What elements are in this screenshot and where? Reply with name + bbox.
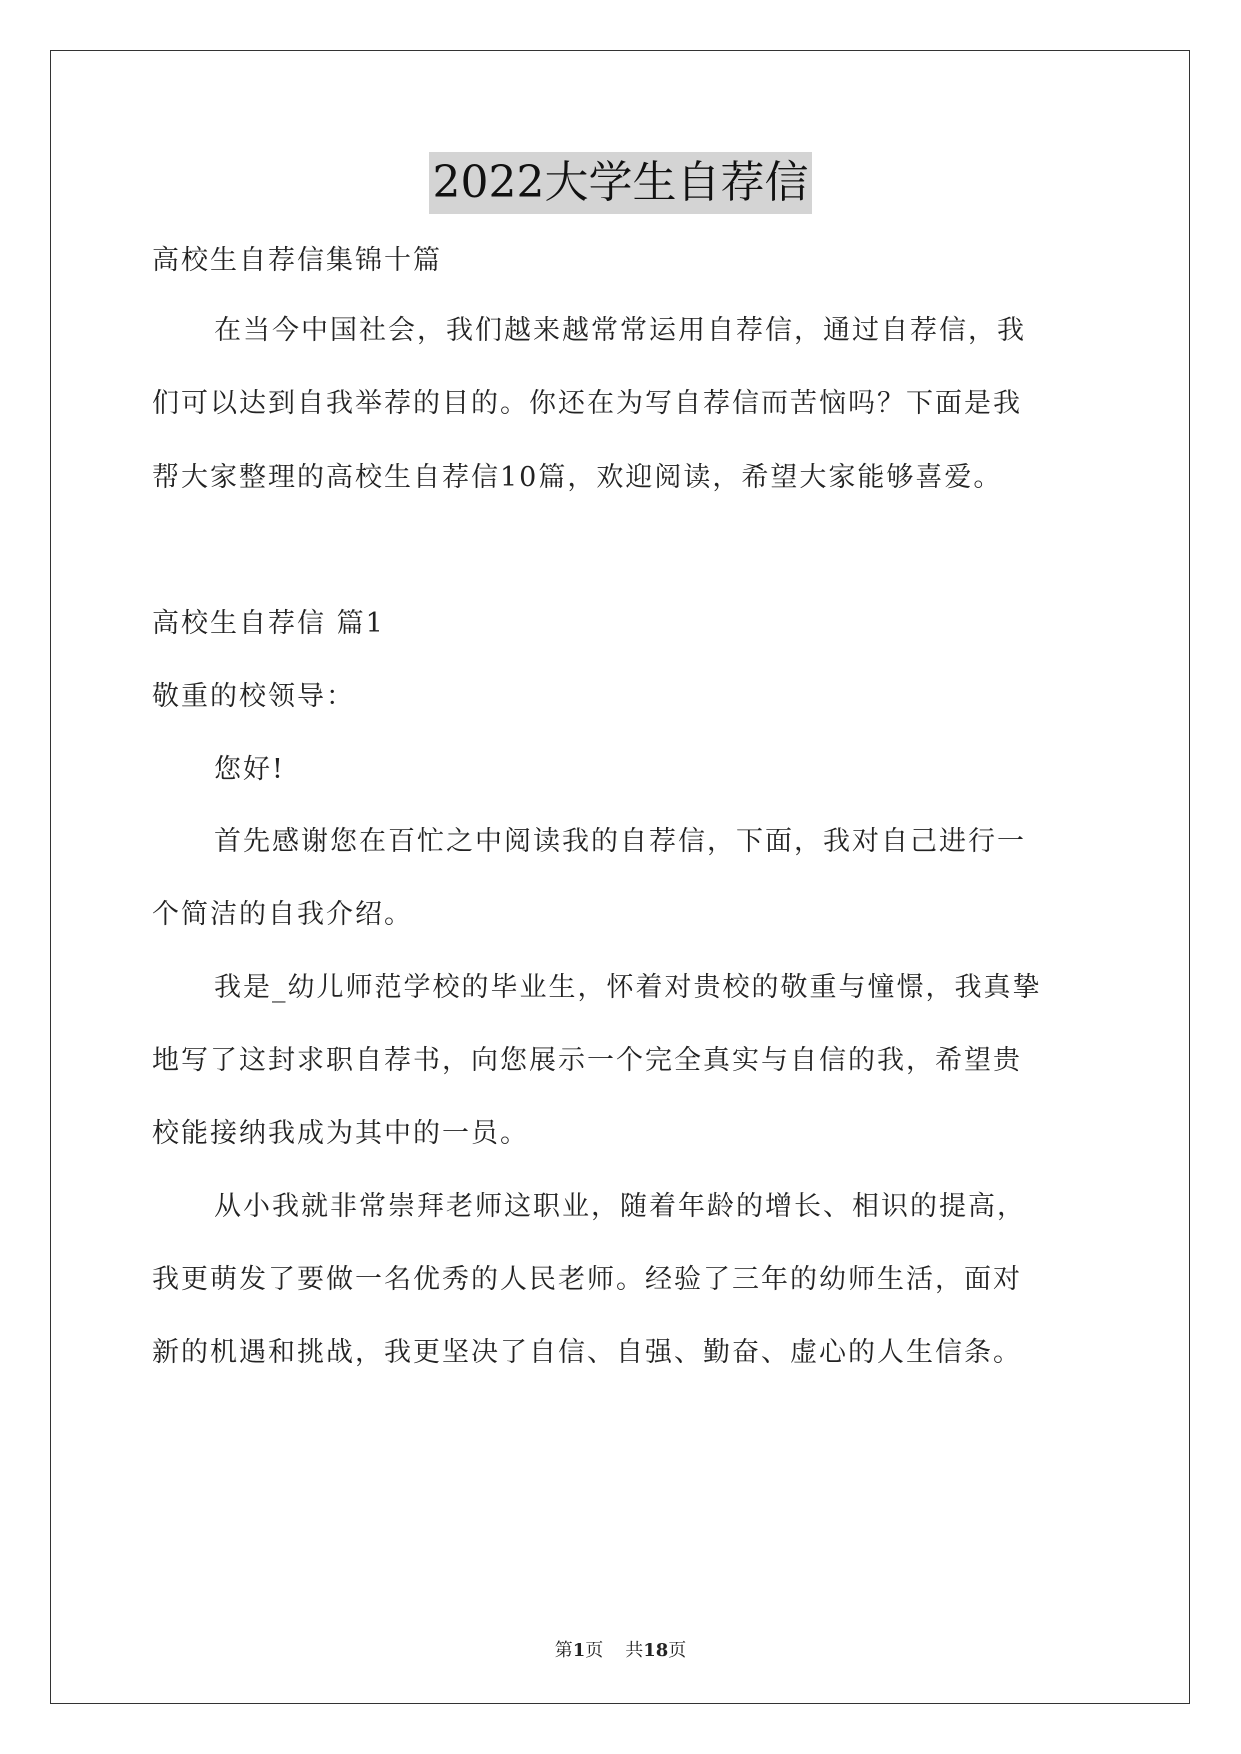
document-title: 2022大学生自荐信 [429,152,813,214]
paragraph-2-line-3: 校能接纳我成为其中的一员。 [152,1118,529,1149]
greeting: 您好! [214,754,285,785]
footer-page-suffix: 页 [585,1640,604,1661]
paragraph-2-line-1: 我是_幼儿师范学校的毕业生，怀着对贵校的敬重与憧憬，我真挚 [214,972,1042,1003]
paragraph-1-line-2: 个简洁的自我介绍。 [152,899,413,930]
paragraph-2-line-2: 地写了这封求职自荐书，向您展示一个完全真实与自信的我，希望贵 [152,1045,1022,1076]
footer-page-number: 1 [572,1640,586,1661]
footer-total-suffix: 页 [668,1640,687,1661]
footer-total-prefix: 共 [625,1640,644,1661]
salutation: 敬重的校领导： [152,681,355,712]
subtitle: 高校生自荐信集锦十篇 [152,245,442,276]
paragraph-1-line-1: 首先感谢您在百忙之中阅读我的自荐信，下面，我对自己进行一 [214,826,1026,857]
paragraph-3-line-2: 我更萌发了要做一名优秀的人民老师。经验了三年的幼师生活，面对 [152,1264,1022,1295]
intro-line-2: 们可以达到自我举荐的目的。你还在为写自荐信而苦恼吗？下面是我 [152,388,1022,419]
footer-total-pages: 18 [643,1640,669,1661]
title-container [0,152,1241,214]
page-border [50,50,1190,1704]
intro-line-3: 帮大家整理的高校生自荐信10篇，欢迎阅读，希望大家能够喜爱。 [152,462,1003,493]
page-footer [0,1636,1241,1662]
paragraph-3-line-3: 新的机遇和挑战，我更坚决了自信、自强、勤奋、虚心的人生信条。 [152,1337,1022,1368]
paragraph-3-line-1: 从小我就非常崇拜老师这职业，随着年龄的增长、相识的提高， [214,1191,1026,1222]
footer-page-prefix: 第 [554,1640,573,1661]
intro-line-1: 在当今中国社会，我们越来越常常运用自荐信，通过自荐信，我 [214,315,1026,346]
section-heading: 高校生自荐信 篇1 [152,608,385,639]
